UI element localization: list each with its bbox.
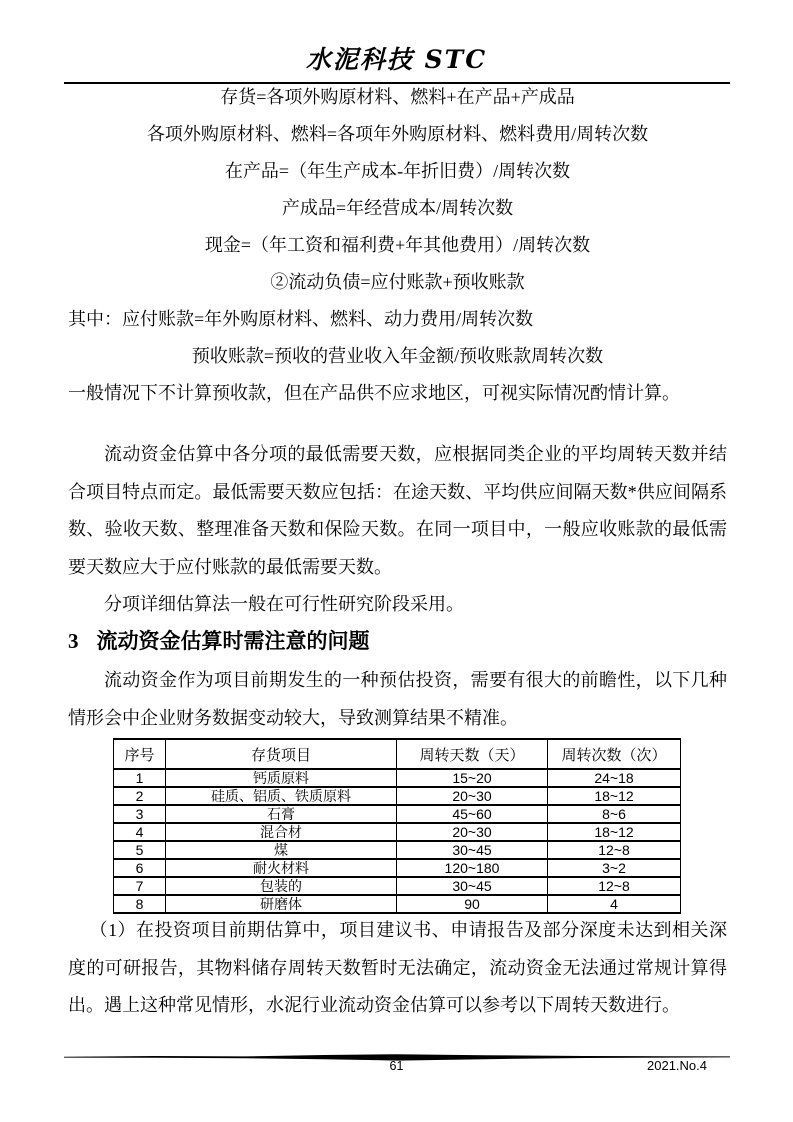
- table-row: [114, 823, 681, 841]
- inventory-turnover-table: [113, 738, 681, 914]
- paragraph-minimum-days: 流动资金估算中各分项的最低需要天数，应根据同类企业的平均周转天数并结合项目特点而定。最低需要天数应包括：在途天数、平均供应间隔天数*供应间隔系数、验收天数、整理准备天数和保险天数。在同一项目中，一般应收账款的最低需要天数应大于应付账款的最低需要天数。: [68, 444, 727, 577]
- cell-item: 煤: [166, 841, 397, 859]
- cell-days: 30~45: [397, 841, 548, 859]
- paragraph-detailed-method: 分项详细估算法一般在可行性研究阶段采用。: [104, 594, 464, 614]
- table-row: [114, 877, 681, 895]
- cell-times: 4: [548, 895, 681, 913]
- cell-item: 硅质、铝质、铁质原料: [166, 787, 397, 805]
- cell-times: 18~12: [548, 823, 681, 841]
- cell-times: 8~6: [548, 805, 681, 823]
- cell-no: 4: [114, 823, 166, 841]
- page-number: 61: [389, 1059, 404, 1073]
- cell-days: 20~30: [397, 823, 548, 841]
- footer-rule: [64, 1049, 730, 1058]
- formula-purchased-materials: 各项外购原材料、燃料=各项年外购原材料、燃料费用/周转次数: [146, 124, 649, 144]
- cell-days: 90: [397, 895, 548, 913]
- cell-no: 6: [114, 859, 166, 877]
- table-row: [114, 805, 681, 823]
- cell-no: 1: [114, 769, 166, 787]
- cell-no: 2: [114, 787, 166, 805]
- cell-item: 研磨体: [166, 895, 397, 913]
- cell-times: 12~8: [548, 841, 681, 859]
- paragraph-foresight: 流动资金作为项目前期发生的一种预估投资，需要有很大的前瞻性，以下几种情形会中企业财务数据变动较大，导致测算结果不精准。: [68, 670, 727, 728]
- section-heading: [68, 624, 727, 658]
- section-title: 流动资金估算时需注意的问题: [96, 629, 370, 653]
- cell-days: 45~60: [397, 805, 548, 823]
- section-number: 3: [68, 629, 79, 653]
- formula-current-liabilities: ②流动负债=应付账款+预收账款: [270, 272, 525, 292]
- cell-no: 5: [114, 841, 166, 859]
- formula-work-in-progress: 在产品=（年生产成本-年折旧费）/周转次数: [224, 161, 571, 181]
- column-header-days: 周转天数（天）: [397, 739, 548, 769]
- cell-no: 8: [114, 895, 166, 913]
- cell-item: 耐火材料: [166, 859, 397, 877]
- formula-accounts-payable: 其中：应付账款=年外购原材料、燃料、动力费用/周转次数: [68, 309, 534, 329]
- formula-inventory: 存货=各项外购原材料、燃料+在产品+产成品: [220, 87, 575, 107]
- table-row: [114, 787, 681, 805]
- cell-times: 3~2: [548, 859, 681, 877]
- column-header-item: 存货项目: [166, 739, 397, 769]
- cell-no: 3: [114, 805, 166, 823]
- formula-note: 一般情况下不计算预收款，但在产品供不应求地区，可视实际情况酌情计算。: [68, 383, 680, 403]
- cell-days: 20~30: [397, 787, 548, 805]
- column-header-no: 序号: [114, 739, 166, 769]
- table-row: [114, 841, 681, 859]
- cell-times: 12~8: [548, 877, 681, 895]
- formula-advance-receipts: 预收账款=预收的营业收入年金额/预收账款周转次数: [191, 346, 604, 366]
- cell-no: 7: [114, 877, 166, 895]
- journal-title: 水泥科技 STC: [305, 45, 488, 74]
- cell-days: 15~20: [397, 769, 548, 787]
- cell-days: 120~180: [397, 859, 548, 877]
- cell-times: 24~18: [548, 769, 681, 787]
- column-header-times: 周转次数（次）: [548, 739, 681, 769]
- cell-item: 混合材: [166, 823, 397, 841]
- cell-item: 石膏: [166, 805, 397, 823]
- cell-item: 包装的: [166, 877, 397, 895]
- cell-times: 18~12: [548, 787, 681, 805]
- table-row: [114, 859, 681, 877]
- table-row: [114, 769, 681, 787]
- formula-cash: 现金=（年工资和福利费+年其他费用）/周转次数: [204, 235, 591, 255]
- cell-days: 30~45: [397, 877, 548, 895]
- table-row: [114, 895, 681, 913]
- cell-item: 钙质原料: [166, 769, 397, 787]
- formula-block: [68, 79, 727, 412]
- table-header-row: [114, 739, 681, 769]
- issue-label: 2021.No.4: [647, 1058, 707, 1073]
- formula-finished-goods: 产成品=年经营成本/周转次数: [281, 198, 514, 218]
- paragraph-early-estimation: （1）在投资项目前期估算中，项目建议书、申请报告及部分深度未达到相关深度的可研报告，其物料储存周转天数暂时无法确定，流动资金无法通过常规计算得出。遇上这种常见情形，水泥行业流动资金估算可以参考以下周转天数进行。: [68, 920, 727, 1015]
